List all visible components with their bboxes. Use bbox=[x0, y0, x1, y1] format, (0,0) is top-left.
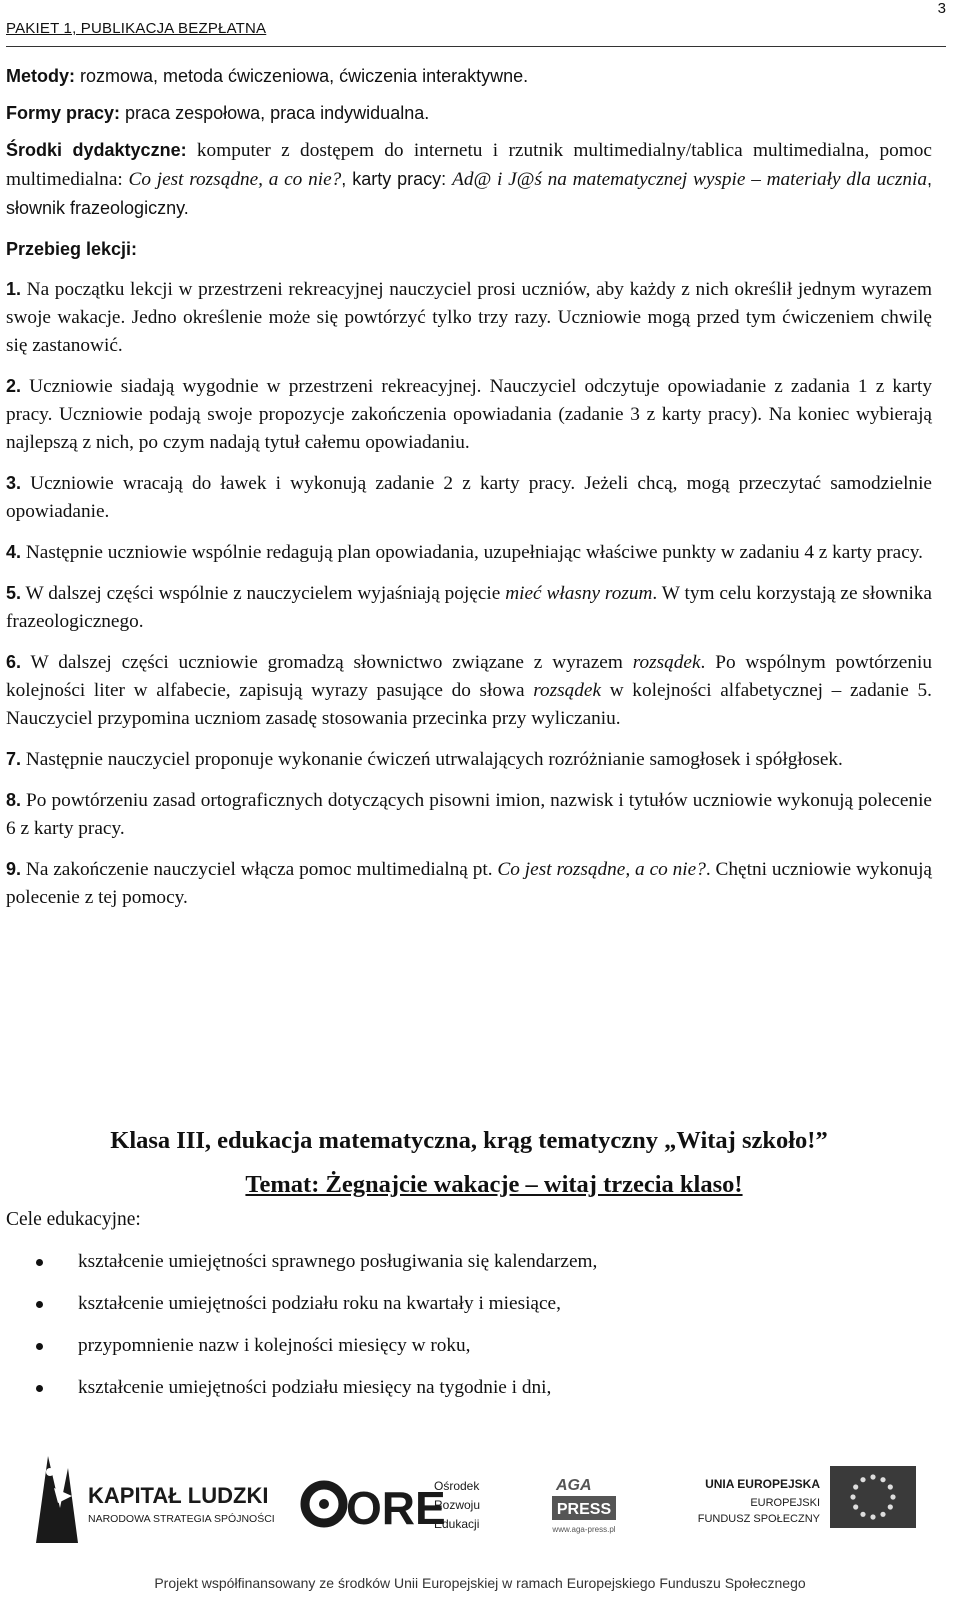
eu-star-icon bbox=[870, 1514, 875, 1519]
lesson-step bbox=[6, 469, 932, 526]
bullet-icon bbox=[36, 1301, 43, 1308]
srodki-text: komputer z dostępem do internetu i rzutnik multimedialny/tablica multimedialna, pomoc multimedialna: bbox=[6, 140, 932, 190]
step-text: Uczniowie siadają wygodnie w przestrzeni rekreacyjnej. Nauczyciel odczytuje opowiadanie z zadania 1 z karty pracy. Uczniowie podają swoje propozycje zakończenia opowiadania (zadanie 3 z karty pracy). Na koniec wybierają najlepszą z nich, po czym nadają tytuł całemu opowiadaniu. bbox=[6, 376, 932, 453]
eu-line: FUNDUSZ SPOŁECZNY bbox=[697, 1513, 820, 1525]
przebieg-heading: Przebieg lekcji: bbox=[6, 239, 138, 259]
formy-line bbox=[6, 99, 932, 128]
step-number: 8. bbox=[6, 790, 22, 810]
ore-logo bbox=[300, 1464, 510, 1544]
lesson-step bbox=[6, 579, 932, 636]
step-number: 7. bbox=[6, 749, 22, 769]
step-italic-text: rozsądek bbox=[632, 652, 701, 673]
goal-text: kształcenie umiejętności podziału miesięcy na tygodnie i dni, bbox=[78, 1377, 552, 1398]
metody-line bbox=[6, 62, 932, 91]
srodki-text: , słownik frazeologiczny. bbox=[6, 169, 932, 218]
lesson-steps bbox=[6, 275, 932, 912]
formy-label: Formy pracy: bbox=[6, 103, 121, 123]
step-number: 1. bbox=[6, 279, 22, 299]
section-klasa-iii bbox=[6, 1124, 932, 1416]
step-text: Następnie uczniowie wspólnie redagują plan opowiadania, uzupełniając właściwe punkty w zadaniu 4 z karty pracy. bbox=[21, 542, 923, 563]
step-number: 6. bbox=[6, 652, 22, 672]
srodki-label: Środki dydaktyczne: bbox=[6, 140, 187, 160]
eu-star-icon bbox=[860, 1512, 865, 1517]
ore-line: Edukacji bbox=[434, 1517, 480, 1531]
lesson-step bbox=[6, 538, 932, 567]
step-text: w kolejności alfabetycznej – zadanie 5. Nauczyciel przypomina uczniom zasadę stosowania przecinka przy wyliczaniu. bbox=[6, 680, 932, 729]
goal-text: przypomnienie nazw i kolejności miesięcy w roku, bbox=[78, 1335, 471, 1356]
step-number: 9. bbox=[6, 859, 22, 879]
step-italic-text: mieć własny rozum bbox=[505, 583, 653, 604]
eu-star-icon bbox=[890, 1494, 895, 1499]
lesson-step bbox=[6, 855, 932, 912]
footer-caption: Projekt współfinansowany ze środków Unii Europejskiej w ramach Europejskiego Funduszu Społecznego bbox=[154, 1575, 806, 1591]
ore-line: Rozwoju bbox=[434, 1498, 481, 1512]
bullet-icon bbox=[36, 1259, 43, 1266]
eu-star-icon bbox=[850, 1494, 855, 1499]
lesson-body bbox=[6, 62, 932, 924]
bullet-icon bbox=[36, 1343, 43, 1350]
step-number: 5. bbox=[6, 583, 22, 603]
metody-text: rozmowa, metoda ćwiczeniowa, ćwiczenia interaktywne. bbox=[75, 66, 529, 86]
step-text: Na początku lekcji w przestrzeni rekreacyjnej nauczyciel prosi uczniów, aby każdy z nich określił jednym wyrazem swoje wakacje. Jedno określenie może się powtórzyć tylko trzy razy. Uczniowie mogą przed tym ćwiczeniem chwilę się zastanowić. bbox=[6, 279, 932, 356]
eu-star-icon bbox=[860, 1477, 865, 1482]
srodki-paragraph bbox=[6, 136, 932, 223]
step-text: Na zakończenie nauczyciel włącza pomoc multimedialną pt. bbox=[21, 859, 498, 880]
eu-star-icon bbox=[880, 1477, 885, 1482]
step-text: . Chętni uczniowie wykonują polecenie z tej pomocy. bbox=[6, 859, 932, 908]
eu-star-icon bbox=[853, 1504, 858, 1509]
step-text: W dalszej części wspólnie z nauczycielem wyjaśniają pojęcie bbox=[21, 583, 506, 604]
eu-star-icon bbox=[853, 1484, 858, 1489]
eu-star-icon bbox=[888, 1504, 893, 1509]
aga-url: www.aga-press.pl bbox=[552, 1525, 616, 1534]
kapital-ludzki-logo bbox=[28, 1448, 278, 1553]
eu-star-icon bbox=[880, 1512, 885, 1517]
aga-wordmark: PRESS bbox=[556, 1501, 612, 1518]
section-title: Klasa III, edukacja matematyczna, krąg tematyczny „Witaj szkoło!” bbox=[110, 1127, 828, 1154]
step-italic-text: Co jest rozsądne, a co nie? bbox=[497, 859, 706, 880]
footer-logos bbox=[0, 1438, 960, 1609]
step-text: . W tym celu korzystają ze słownika frazeologicznego. bbox=[6, 583, 932, 632]
goal-text: kształcenie umiejętności sprawnego posługiwania się kalendarzem, bbox=[78, 1251, 598, 1272]
eu-star-icon bbox=[870, 1474, 875, 1479]
list-item bbox=[6, 1248, 932, 1290]
eu-logo bbox=[644, 1448, 924, 1558]
srodki-text: , karty pracy: bbox=[341, 169, 453, 189]
formy-text: praca zespołowa, praca indywidualna. bbox=[120, 103, 430, 123]
lesson-step bbox=[6, 648, 932, 733]
aga-top: AGA bbox=[556, 1477, 592, 1494]
step-text: Uczniowie wracają do ławek i wykonują zadanie 2 z karty pracy. Jeżeli chcą, mogą przeczytać samodzielnie opowiadanie. bbox=[6, 473, 932, 522]
eu-star-icon bbox=[888, 1484, 893, 1489]
ore-line: Ośrodek bbox=[434, 1479, 480, 1493]
step-text: W dalszej części uczniowie gromadzą słownictwo związane z wyrazem bbox=[21, 652, 633, 673]
kl-subtitle: NARODOWA STRATEGIA SPÓJNOŚCI bbox=[88, 1513, 275, 1525]
lesson-topic: Temat: Żegnajcie wakacje – witaj trzecia klaso! bbox=[245, 1171, 743, 1198]
list-item bbox=[6, 1332, 932, 1374]
step-italic-text: rozsądek bbox=[533, 680, 602, 701]
lesson-step bbox=[6, 372, 932, 457]
srodki-italic: Co jest rozsądne, a co nie? bbox=[128, 169, 342, 190]
eu-line: EUROPEJSKI bbox=[750, 1497, 820, 1509]
step-text: Następnie nauczyciel proponuje wykonanie ćwiczeń utrwalających rozróżnianie samogłosek i spółgłosek. bbox=[21, 749, 843, 770]
list-item bbox=[6, 1374, 932, 1416]
step-number: 3. bbox=[6, 473, 22, 493]
kl-title: KAPITAŁ LUDZKI bbox=[88, 1483, 269, 1508]
bullet-icon bbox=[36, 1385, 43, 1392]
step-number: 2. bbox=[6, 376, 22, 396]
page-header bbox=[6, 0, 946, 47]
srodki-italic: Ad@ i J@ś na matematycznej wyspie – materiały dla ucznia bbox=[452, 169, 927, 190]
goals-list bbox=[6, 1248, 932, 1416]
lesson-step bbox=[6, 745, 932, 774]
list-item bbox=[6, 1290, 932, 1332]
metody-label: Metody: bbox=[6, 66, 75, 86]
aga-press-logo bbox=[526, 1472, 636, 1542]
step-text: . Po wspólnym powtórzeniu kolejności liter w alfabecie, zapisują wyrazy pasujące do słowa bbox=[6, 652, 932, 701]
page-number: 3 bbox=[937, 0, 946, 17]
eu-line: UNIA EUROPEJSKA bbox=[705, 1477, 820, 1491]
step-number: 4. bbox=[6, 542, 22, 562]
step-text: Po powtórzeniu zasad ortograficznych dotyczących pisowni imion, nazwisk i tytułów uczniowie wykonują polecenie 6 z karty pracy. bbox=[6, 790, 932, 839]
lesson-step bbox=[6, 786, 932, 843]
lesson-step bbox=[6, 275, 932, 360]
ore-wordmark: ORE bbox=[346, 1482, 446, 1534]
header-title: PAKIET 1, PUBLIKACJA BEZPŁATNA bbox=[6, 20, 267, 37]
goal-text: kształcenie umiejętności podziału roku na kwartały i miesiące, bbox=[78, 1293, 561, 1314]
goals-heading: Cele edukacyjne: bbox=[6, 1209, 141, 1230]
